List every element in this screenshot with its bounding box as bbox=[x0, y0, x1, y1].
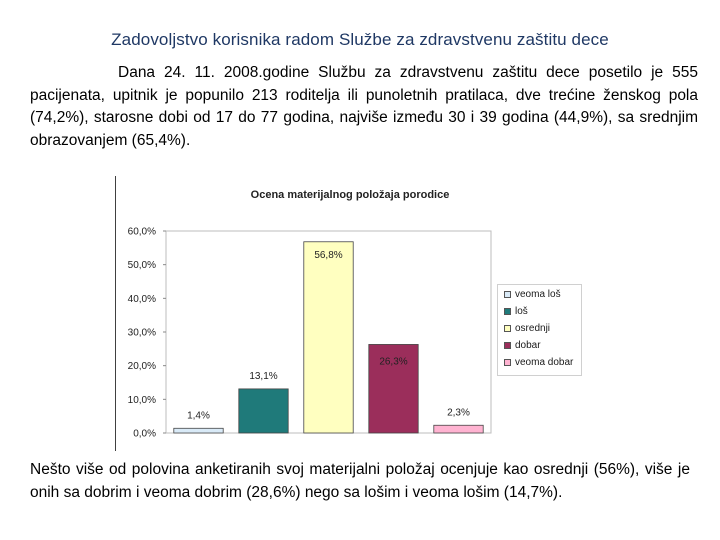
legend-item bbox=[504, 306, 528, 317]
conclusion-paragraph: Nešto više od polovina anketiranih svoj materijalni položaj ocenjuje kao osrednji (56%), više je onih sa dobrim i veoma dobrim (28,6%) nego sa lošim i veoma lošim (14,7%). bbox=[30, 461, 690, 501]
legend-item bbox=[504, 289, 561, 300]
legend-label: veoma loš bbox=[515, 289, 561, 300]
y-tick-label: 40,0% bbox=[127, 293, 156, 305]
y-tick-label: 10,0% bbox=[127, 394, 156, 406]
legend-swatch bbox=[504, 359, 511, 366]
legend-item bbox=[504, 357, 573, 368]
intro-paragraph: Dana 24. 11. 2008.godine Službu za zdravstvenu zaštitu dece posetilo je 555 pacijenata, upitnik je popunilo 213 roditelja ili punoletnih pratilaca, dve trećine ženskog pola (74,2%), starosne dobi od 17 do 77 godina, najviše između 30 i 39 godina (44,9%), sa srednjim obrazovanjem (65,4%). bbox=[30, 64, 698, 149]
y-axis bbox=[128, 227, 166, 440]
legend-item bbox=[504, 323, 550, 334]
data-label-5: 2,3% bbox=[447, 407, 470, 419]
legend-label: osrednji bbox=[515, 323, 551, 334]
bar-2 bbox=[239, 389, 288, 433]
y-tick-label: 60,0% bbox=[127, 226, 156, 238]
legend-swatch bbox=[504, 308, 511, 315]
legend-swatch bbox=[504, 325, 511, 332]
data-label-3: 56,8% bbox=[314, 249, 343, 261]
data-label-2: 13,1% bbox=[249, 370, 278, 382]
y-tick-label: 20,0% bbox=[127, 361, 156, 373]
y-tick-label: 50,0% bbox=[127, 260, 156, 272]
data-label-4: 26,3% bbox=[379, 356, 408, 368]
y-tick-label: 0,0% bbox=[133, 428, 156, 440]
bar-5 bbox=[434, 425, 483, 433]
legend-label: loš bbox=[515, 306, 528, 317]
legend-swatch bbox=[504, 291, 511, 298]
legend-label: dobar bbox=[515, 340, 541, 351]
chart-container bbox=[115, 176, 595, 451]
legend-label: veoma dobar bbox=[515, 357, 574, 368]
page-title: Zadovoljstvo korisnika radom Službe za zdravstvenu zaštitu dece bbox=[111, 30, 609, 49]
bar-1 bbox=[174, 428, 223, 433]
legend-swatch bbox=[504, 342, 511, 349]
bar-3 bbox=[304, 242, 353, 433]
chart-title: Ocena materijalnog položaja porodice bbox=[250, 189, 450, 201]
y-tick-label: 30,0% bbox=[127, 327, 156, 339]
data-label-1: 1,4% bbox=[187, 410, 210, 422]
chart-legend bbox=[497, 284, 582, 376]
legend-item bbox=[504, 340, 541, 351]
